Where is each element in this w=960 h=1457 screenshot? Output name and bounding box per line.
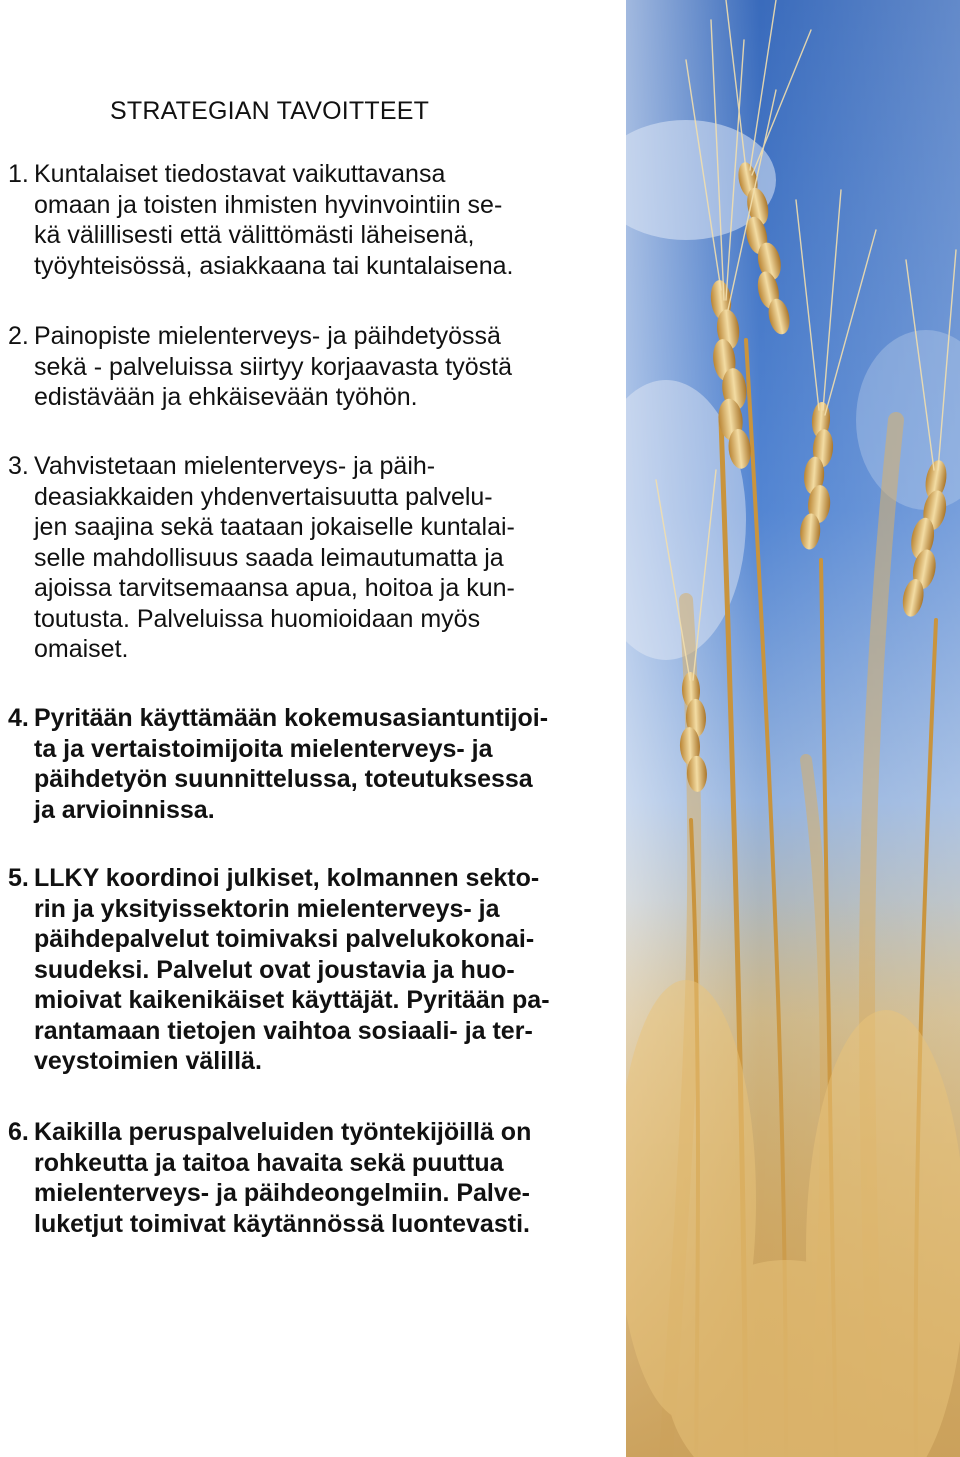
goal-number: 6.: [8, 1118, 29, 1146]
goal-text-line: sekä - palveluissa siirtyy korjaavasta työstä: [34, 352, 512, 381]
goal-text-line: Vahvistetaan mielenterveys- ja päih-: [34, 452, 436, 480]
goal-text-line: omaan ja toisten ihmisten hyvinvointiin se-: [34, 190, 503, 219]
goal-text: [34, 451, 620, 665]
goal-text-line: Kaikilla peruspalveluiden työntekijöillä on: [34, 1118, 532, 1146]
goal-text-line: ajoissa tarvitsemaansa apua, hoitoa ja kun-: [34, 574, 515, 602]
goal-number: 5.: [8, 864, 29, 892]
goal-text-line: mioivat kaikenikäiset käyttäjät. Pyritään pa-: [34, 986, 550, 1014]
wheat-illustration: [626, 0, 960, 1457]
goal-text-line: mielenterveys- ja päihdeongelmiin. Palve-: [34, 1179, 531, 1207]
goal-text-line: omaiset.: [34, 635, 129, 663]
goal-text-line: rin ja yksityissektorin mielenterveys- ja: [34, 894, 500, 923]
goal-text-line: Pyritään käyttämään kokemusasiantuntijoi-: [34, 704, 549, 732]
goal-text-line: deasiakkaiden yhdenvertaisuutta palvelu-: [34, 482, 493, 511]
goal-text-line: ja arvioinnissa.: [34, 795, 215, 824]
page-title: STRATEGIAN TAVOITTEET: [110, 97, 430, 125]
goal-text: [34, 321, 620, 413]
goal-text-line: ta ja vertaistoimijoita mielenterveys- ja: [34, 734, 493, 763]
goal-text-line: Kuntalaiset tiedostavat vaikuttavansa: [34, 160, 446, 188]
goal-text-line: kä välillisesti että välittömästi läheisenä,: [34, 221, 475, 249]
wheat-photo: [626, 0, 960, 1457]
goal-text-line: selle mahdollisuus saada leimautumatta ja: [34, 543, 504, 572]
goal-text-line: päihdepalvelut toimivaksi palvelukokonai-: [34, 925, 535, 953]
goal-text-line: rantamaan tietojen vaihtoa sosiaali- ja ter-: [34, 1016, 533, 1045]
goal-text: [34, 159, 620, 281]
goal-number: 3.: [8, 452, 29, 480]
goal-text-line: toutusta. Palveluissa huomioidaan myös: [34, 604, 481, 633]
goal-number: 4.: [8, 704, 29, 732]
goal-text-line: luketjut toimivat käytännössä luontevasti.: [34, 1209, 530, 1238]
goal-text-line: suudeksi. Palvelut ovat joustavia ja huo-: [34, 955, 515, 984]
goal-text-line: rohkeutta ja taitoa havaita sekä puuttua: [34, 1148, 504, 1177]
goal-text-line: työyhteisössä, asiakkaana tai kuntalaisena.: [34, 251, 514, 280]
goal-text: [34, 863, 620, 1077]
goal-text: [34, 703, 620, 825]
goal-text-line: LLKY koordinoi julkiset, kolmannen sekto-: [34, 864, 540, 892]
goal-number: 2.: [8, 322, 29, 350]
goal-text-line: jen saajina sekä taataan jokaiselle kuntalai-: [34, 513, 515, 541]
goal-text-line: päihdetyön suunnittelussa, toteutuksessa: [34, 765, 533, 793]
goal-number: 1.: [8, 160, 29, 188]
goal-text-line: Painopiste mielenterveys- ja päihdetyössä: [34, 322, 501, 350]
goal-text-line: veystoimien välillä.: [34, 1047, 262, 1075]
goal-text-line: edistävään ja ehkäisevään työhön.: [34, 383, 418, 411]
goal-text: [34, 1117, 620, 1239]
